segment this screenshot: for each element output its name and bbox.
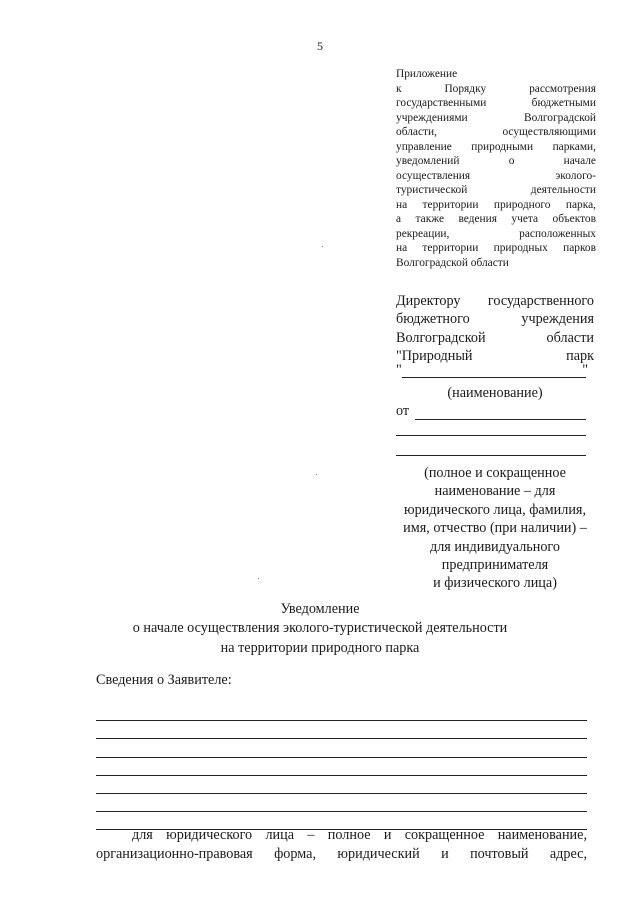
scan-speck <box>258 578 259 579</box>
legal-entity-paragraph <box>96 826 587 864</box>
appendix-line: рекреации, расположенных <box>396 227 596 240</box>
caption-line: для индивидуального <box>429 538 560 555</box>
quote-open: " <box>396 361 402 378</box>
addressee-line: Директору государственного <box>396 293 594 309</box>
appendix-line: туристической деятельности <box>396 184 596 196</box>
appendix-line: Приложение <box>396 68 458 80</box>
appendix-line: осуществления эколого- <box>396 169 596 182</box>
appendix-line: уведомлений о начале <box>396 155 596 167</box>
applicant-blank-line <box>96 739 587 757</box>
page-number: 5 <box>317 39 323 53</box>
quote-close: " <box>582 361 588 378</box>
blank-underline <box>396 435 586 436</box>
applicant-fill-lines <box>96 703 587 830</box>
applicant-blank-line <box>96 794 587 812</box>
addressee-line: "Природный парк <box>396 348 594 365</box>
appendix-line: государственными бюджетными <box>396 97 596 109</box>
title-line: о начале осуществления эколого-туристической деятельности <box>132 620 508 637</box>
caption-line: имя, отчество (при наличии) – <box>403 520 587 537</box>
appendix-line: области, осуществляющими <box>396 126 596 138</box>
title-line: Уведомление <box>280 601 360 617</box>
appendix-line: а также ведения учета объектов <box>396 213 596 225</box>
applicant-blank-line <box>96 703 587 721</box>
applicant-caption <box>396 464 594 593</box>
caption-line: и физического лица) <box>433 575 557 592</box>
applicant-info-label: Сведения о Заявителе: <box>96 672 232 688</box>
caption-line: предпринимателя <box>441 557 549 574</box>
appendix-line: к Порядку рассмотрения <box>396 82 596 95</box>
appendix-line: учреждениями Волгоградской <box>396 111 596 124</box>
caption-line: юридического лица, фамилия, <box>403 501 586 518</box>
applicant-blank-line <box>96 721 587 739</box>
appendix-line: на территории природных парков <box>396 242 596 254</box>
from-blank-line <box>396 442 594 462</box>
name-caption: (наименование) <box>447 384 543 401</box>
from-field <box>396 402 594 422</box>
addressee-line: Волгоградской области <box>396 329 594 346</box>
scan-speck <box>322 246 323 247</box>
appendix-line: управление природными парками, <box>396 140 596 153</box>
applicant-blank-line <box>96 758 587 776</box>
applicant-blank-line <box>96 776 587 794</box>
addressee-line: бюджетного учреждения <box>396 311 594 328</box>
caption-line: наименование – для <box>434 483 556 500</box>
appendix-line: на территории природного парка, <box>396 198 596 211</box>
from-underline <box>415 419 586 420</box>
from-blank-line <box>396 422 594 442</box>
scan-speck <box>316 474 317 475</box>
paragraph-line: организационно-правовая форма, юридический и почтовый адрес, <box>96 846 587 862</box>
paragraph-line: для юридического лица – полное и сокращенное наименование, <box>132 827 587 843</box>
addressee-block <box>396 292 594 593</box>
appendix-line: Волгоградской области <box>396 256 509 269</box>
title-line: на территории природного парка <box>220 639 420 656</box>
appendix-block <box>396 67 596 270</box>
from-label: от <box>396 403 410 420</box>
document-title <box>0 600 640 658</box>
blank-underline <box>396 455 586 456</box>
caption-line: (полное и сокращенное <box>424 465 566 482</box>
park-name-underline <box>402 377 586 378</box>
park-name-field <box>396 361 594 384</box>
